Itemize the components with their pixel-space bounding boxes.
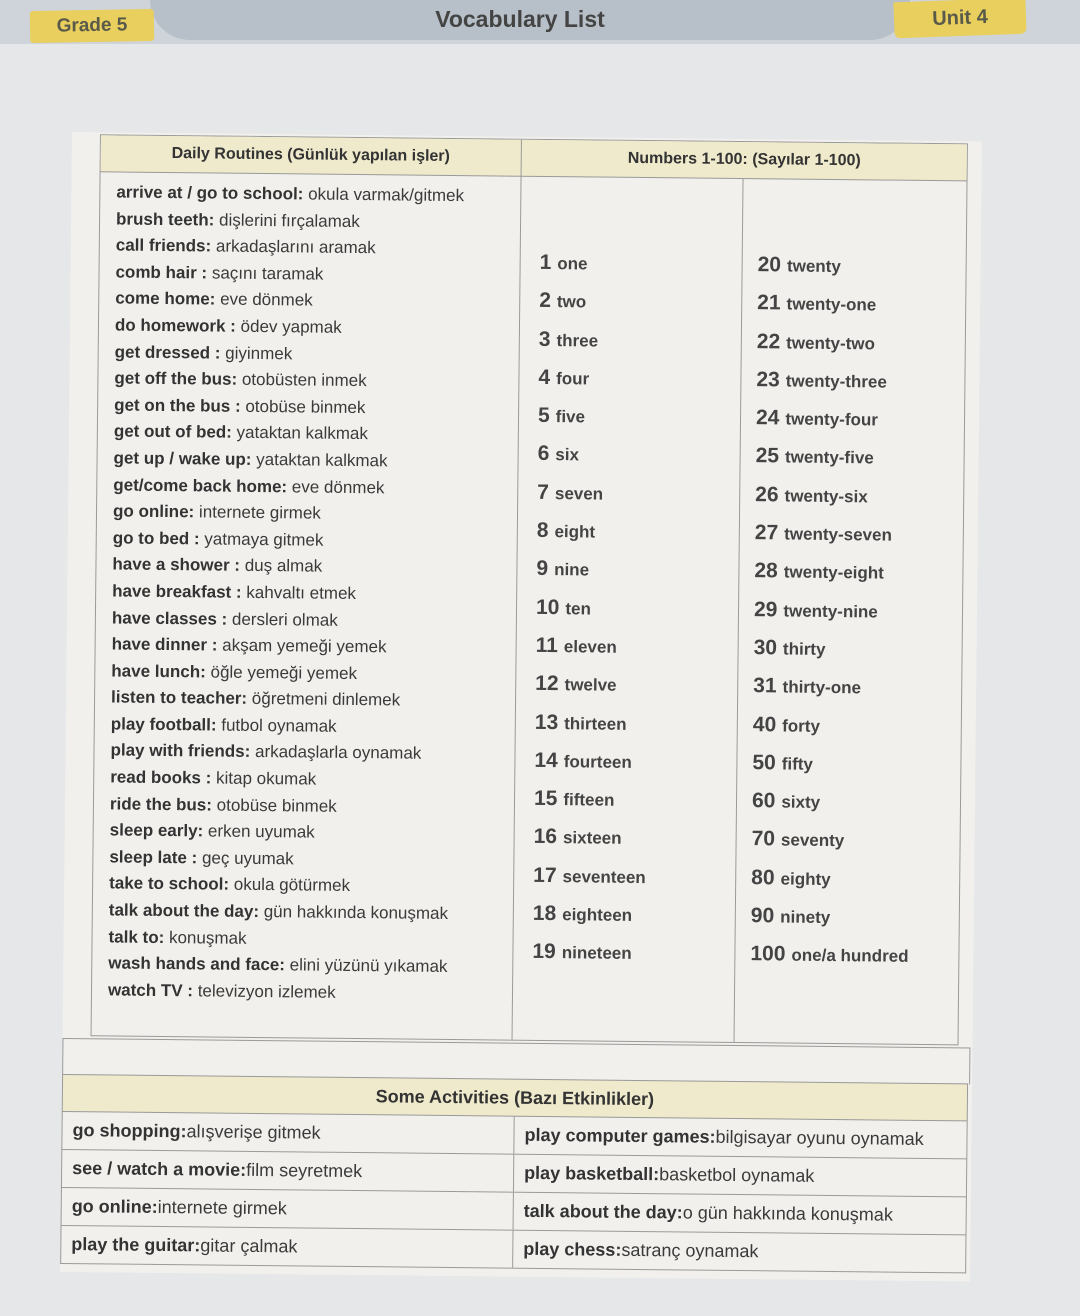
list-item — [757, 323, 916, 363]
routine-term: brush teeth: — [115, 209, 215, 230]
routine-term: get out of bed: — [113, 421, 232, 443]
list-item — [111, 685, 511, 716]
routine-meaning: saçını taramak — [207, 263, 324, 284]
list-item — [110, 764, 510, 795]
column-divider — [734, 178, 744, 1042]
activity-meaning: bilgisayar oyunu oynamak — [715, 1126, 924, 1149]
routine-term: sleep early: — [109, 820, 204, 841]
list-item — [757, 284, 916, 324]
number-digit: 80 — [751, 865, 775, 890]
vocabulary-table — [91, 134, 968, 1045]
unit-badge: Unit 4 — [893, 0, 1026, 38]
number-word: two — [556, 292, 587, 312]
routine-term: have lunch: — [111, 661, 206, 682]
number-word: thirty-one — [782, 677, 862, 698]
vocabulary-sheet — [60, 132, 982, 1281]
list-item — [534, 780, 647, 819]
number-digit: 8 — [536, 518, 549, 543]
number-digit: 26 — [755, 482, 779, 507]
list-item — [535, 703, 648, 742]
routine-term: get/come back home: — [113, 474, 288, 496]
list-item — [112, 605, 512, 636]
activity-term: go shopping: — [72, 1120, 187, 1142]
grade-badge: Grade 5 — [30, 9, 155, 43]
routine-meaning: otobüse binmek — [240, 396, 366, 417]
number-word: eighteen — [562, 905, 633, 925]
number-word: forty — [782, 716, 821, 736]
number-word: twenty-three — [785, 371, 887, 392]
list-item — [111, 632, 511, 663]
number-digit: 7 — [537, 480, 550, 504]
number-word: ten — [565, 598, 591, 619]
routine-meaning: öğretmeni dinlemek — [247, 689, 401, 710]
list-item — [114, 419, 514, 450]
list-item — [116, 179, 516, 210]
number-word: one — [557, 254, 588, 274]
routine-meaning: giyinmek — [220, 343, 293, 363]
routine-meaning: elini yüzünü yıkamak — [284, 955, 448, 977]
number-word: eleven — [563, 637, 617, 657]
routine-term: go to bed : — [112, 528, 200, 549]
list-item — [533, 857, 646, 896]
number-digit: 90 — [750, 904, 775, 928]
list-item — [535, 665, 648, 704]
number-word: sixteen — [562, 828, 622, 849]
list-item — [108, 951, 508, 982]
number-digit: 60 — [751, 789, 776, 813]
activity-meaning: film seyretmek — [246, 1159, 363, 1182]
number-digit: 3 — [538, 327, 551, 351]
number-digit: 15 — [533, 787, 558, 811]
list-item — [112, 552, 512, 583]
list-item — [537, 474, 650, 513]
number-digit: 27 — [754, 521, 779, 545]
activity-term: go online: — [71, 1196, 158, 1217]
list-item — [116, 206, 516, 237]
list-item — [756, 399, 915, 439]
list-item — [751, 897, 910, 937]
number-word: twenty-seven — [784, 524, 892, 545]
number-word: eighty — [780, 869, 831, 889]
number-digit: 14 — [534, 748, 558, 772]
list-item — [109, 871, 509, 902]
list-item — [755, 514, 914, 554]
number-digit: 21 — [757, 291, 781, 315]
list-item — [110, 738, 510, 769]
list-item — [110, 818, 510, 849]
routine-term: do homework : — [114, 315, 236, 336]
list-item — [752, 782, 911, 822]
routine-meaning: otobüsten inmek — [237, 369, 367, 391]
routine-term: listen to teacher: — [110, 687, 248, 709]
list-item — [109, 897, 509, 928]
list-item — [754, 591, 913, 631]
list-item — [753, 629, 912, 669]
list-item — [539, 320, 652, 359]
number-digit: 18 — [532, 901, 557, 926]
number-digit: 11 — [535, 633, 558, 658]
list-item — [533, 895, 646, 934]
page-title: Vocabulary List — [435, 6, 605, 32]
activity-term: talk about the day: — [523, 1200, 683, 1223]
number-digit: 4 — [538, 365, 551, 389]
routines-heading: Daily Routines (Günlük yapılan işler) — [101, 135, 522, 175]
routine-term: get on the bus : — [114, 395, 241, 416]
activity-term: play chess: — [523, 1238, 622, 1260]
list-item — [109, 844, 509, 875]
list-item — [115, 339, 515, 370]
routine-meaning: eve dönmek — [215, 289, 313, 310]
routine-meaning: öğle yemeği yemek — [205, 662, 358, 683]
routine-term: talk to: — [108, 927, 165, 947]
routine-term: comb hair : — [115, 262, 208, 283]
activities-table — [60, 1074, 968, 1273]
list-item — [756, 361, 915, 401]
routine-term: arrive at / go to school: — [116, 182, 304, 204]
number-digit: 17 — [533, 863, 557, 887]
number-digit: 50 — [752, 751, 776, 775]
routine-meaning: internete girmek — [194, 502, 321, 523]
number-word: nine — [554, 560, 590, 580]
list-item — [751, 821, 910, 861]
activity-cell — [62, 1150, 514, 1192]
number-word: thirteen — [564, 713, 627, 734]
activity-term: see / watch a movie: — [72, 1158, 247, 1180]
routine-term: get off the bus: — [114, 368, 238, 389]
number-digit: 1 — [539, 250, 552, 275]
number-digit: 70 — [751, 827, 776, 851]
number-word: five — [555, 407, 586, 427]
numbers-list-right — [750, 246, 916, 975]
number-digit: 9 — [536, 557, 549, 581]
number-digit: 31 — [753, 674, 777, 698]
number-word: seven — [554, 483, 604, 504]
list-item — [537, 512, 650, 551]
activity-cell — [62, 1112, 514, 1154]
numbers-list-left — [532, 244, 652, 973]
activity-meaning: o gün hakkında konuşmak — [682, 1202, 893, 1225]
list-item — [111, 658, 511, 689]
routine-meaning: kitap okumak — [211, 768, 317, 789]
number-digit: 40 — [752, 712, 777, 736]
list-item — [757, 246, 916, 286]
list-item — [113, 445, 513, 476]
list-item — [108, 977, 508, 1008]
list-item — [752, 744, 911, 784]
number-word: thirty — [782, 639, 826, 659]
routine-term: have a shower : — [112, 554, 241, 576]
routine-meaning: geç uyumak — [197, 848, 294, 869]
routine-term: have breakfast : — [112, 581, 242, 602]
number-word: one/a hundred — [791, 945, 909, 967]
routine-meaning: dişlerini fırçalamak — [214, 210, 360, 231]
activity-meaning: alışverişe gitmek — [186, 1121, 321, 1143]
routine-meaning: akşam yemeği yemek — [217, 635, 387, 657]
routine-meaning: yataktan kalkmak — [251, 449, 388, 471]
number-word: fourteen — [563, 752, 632, 772]
number-digit: 10 — [535, 595, 560, 619]
routine-term: call friends: — [115, 235, 212, 256]
list-item — [537, 435, 650, 474]
number-word: four — [556, 368, 590, 389]
number-digit: 19 — [532, 940, 556, 964]
activity-cell — [514, 1193, 966, 1235]
number-word: sixty — [781, 792, 821, 813]
list-item — [115, 259, 515, 290]
number-digit: 29 — [753, 597, 778, 622]
routine-meaning: yatmaya gitmek — [199, 529, 324, 550]
table-row — [60, 1226, 966, 1273]
number-digit: 12 — [535, 672, 559, 696]
routine-meaning: eve dönmek — [287, 476, 385, 497]
number-word: nineteen — [561, 943, 632, 964]
list-item — [751, 859, 910, 899]
number-digit: 100 — [750, 942, 786, 966]
routine-meaning: ödev yapmak — [235, 316, 342, 337]
number-digit: 2 — [539, 289, 552, 313]
number-word: fifty — [781, 754, 814, 774]
list-item — [115, 312, 515, 343]
numbers-heading: Numbers 1-100: (Sayılar 1-100) — [627, 149, 861, 170]
routine-term: talk about the day: — [108, 900, 260, 922]
routine-meaning: kahvaltı etmek — [241, 582, 357, 603]
routine-meaning: otobüse binmek — [211, 795, 337, 816]
activity-cell — [61, 1226, 513, 1268]
routine-term: read books : — [110, 767, 212, 788]
list-item — [534, 742, 647, 781]
activity-meaning: gitar çalmak — [200, 1235, 298, 1257]
number-word: twelve — [564, 675, 617, 695]
activities-heading: Some Activities (Bazı Etkinlikler) — [62, 1074, 968, 1121]
number-word: twenty-two — [786, 333, 876, 354]
list-item — [536, 550, 649, 589]
routine-term: go online: — [112, 501, 195, 522]
routine-term: have dinner : — [111, 634, 218, 655]
routine-meaning: gün hakkında konuşmak — [258, 902, 449, 924]
activity-term: play basketball: — [524, 1162, 660, 1185]
list-item — [539, 282, 652, 321]
list-item — [112, 578, 512, 609]
routine-meaning: okula varmak/gitmek — [303, 184, 465, 206]
number-word: six — [555, 445, 580, 465]
activity-cell — [62, 1188, 514, 1230]
routine-meaning: okula götürmek — [228, 875, 351, 896]
routine-meaning: erken uyumak — [203, 821, 315, 842]
list-item — [108, 924, 508, 955]
routine-meaning: futbol oynamak — [216, 715, 337, 736]
number-word: twenty-six — [784, 486, 868, 507]
activity-term: play the guitar: — [71, 1234, 201, 1256]
number-word: twenty — [786, 256, 841, 277]
number-digit: 24 — [755, 406, 780, 430]
routine-meaning: arkadaşlarını aramak — [211, 236, 376, 258]
number-digit: 13 — [534, 710, 559, 734]
list-item — [538, 397, 651, 436]
list-item — [114, 392, 514, 423]
number-digit: 20 — [757, 253, 782, 277]
number-word: twenty-four — [785, 409, 879, 430]
number-word: seventeen — [562, 866, 646, 887]
list-item — [113, 525, 513, 556]
list-item — [113, 499, 513, 530]
routine-term: take to school: — [109, 873, 230, 895]
number-digit: 6 — [537, 442, 550, 466]
number-word: seventy — [780, 830, 845, 851]
routine-meaning: konuşmak — [164, 927, 247, 948]
list-item — [750, 935, 909, 975]
list-item — [110, 791, 510, 822]
number-digit: 16 — [533, 825, 558, 849]
routine-term: have classes : — [111, 607, 228, 629]
number-word: fifteen — [563, 790, 615, 810]
number-digit: 23 — [756, 368, 780, 392]
list-item — [755, 438, 914, 478]
list-item — [538, 359, 651, 398]
activity-cell — [514, 1117, 966, 1159]
list-item — [116, 233, 516, 264]
list-item — [535, 627, 648, 666]
number-digit: 28 — [754, 559, 778, 583]
routine-term: get up / wake up: — [113, 448, 252, 469]
list-item — [111, 711, 511, 742]
number-digit: 30 — [753, 636, 778, 660]
number-word: twenty-five — [784, 447, 874, 468]
number-word: eight — [554, 522, 596, 542]
number-word: ninety — [780, 907, 831, 928]
list-item — [533, 818, 646, 857]
routine-term: get dressed : — [114, 342, 221, 363]
number-word: twenty-one — [786, 294, 877, 315]
number-word: twenty-eight — [783, 562, 884, 583]
number-digit: 22 — [756, 329, 781, 354]
list-item — [114, 366, 514, 397]
number-word: three — [556, 330, 599, 351]
routine-meaning: arkadaşlarla oynamak — [250, 742, 422, 764]
number-digit: 25 — [755, 444, 780, 468]
activity-cell — [513, 1231, 965, 1273]
routine-term: ride the bus: — [109, 794, 213, 815]
routine-term: sleep late : — [109, 847, 198, 868]
routine-term: watch TV : — [107, 980, 194, 1001]
activity-term: play computer games: — [524, 1124, 716, 1147]
table-header-row — [101, 135, 967, 181]
activity-meaning: basketbol oynamak — [659, 1164, 815, 1186]
list-item — [113, 472, 513, 503]
list-item — [755, 476, 914, 516]
routine-term: play with friends: — [110, 740, 251, 762]
routines-list — [108, 179, 517, 1008]
list-item — [753, 667, 912, 707]
routine-meaning: yataktan kalkmak — [231, 423, 369, 444]
routine-term: come home: — [115, 288, 216, 309]
list-item — [532, 933, 645, 972]
routine-term: play football: — [110, 714, 217, 735]
list-item — [753, 706, 912, 746]
activity-meaning: satranç oynamak — [621, 1239, 759, 1262]
routine-meaning: dersleri olmak — [227, 609, 338, 630]
list-item — [539, 244, 652, 283]
number-digit: 5 — [537, 404, 550, 428]
routine-term: wash hands and face: — [108, 953, 286, 975]
list-item — [115, 286, 515, 317]
number-word: twenty-nine — [783, 601, 878, 622]
activity-cell — [514, 1155, 966, 1197]
routine-meaning: televizyon izlemek — [192, 981, 336, 1002]
activity-meaning: internete girmek — [157, 1196, 287, 1219]
list-item — [754, 553, 913, 593]
list-item — [536, 589, 649, 628]
routine-meaning: duş almak — [239, 556, 323, 576]
